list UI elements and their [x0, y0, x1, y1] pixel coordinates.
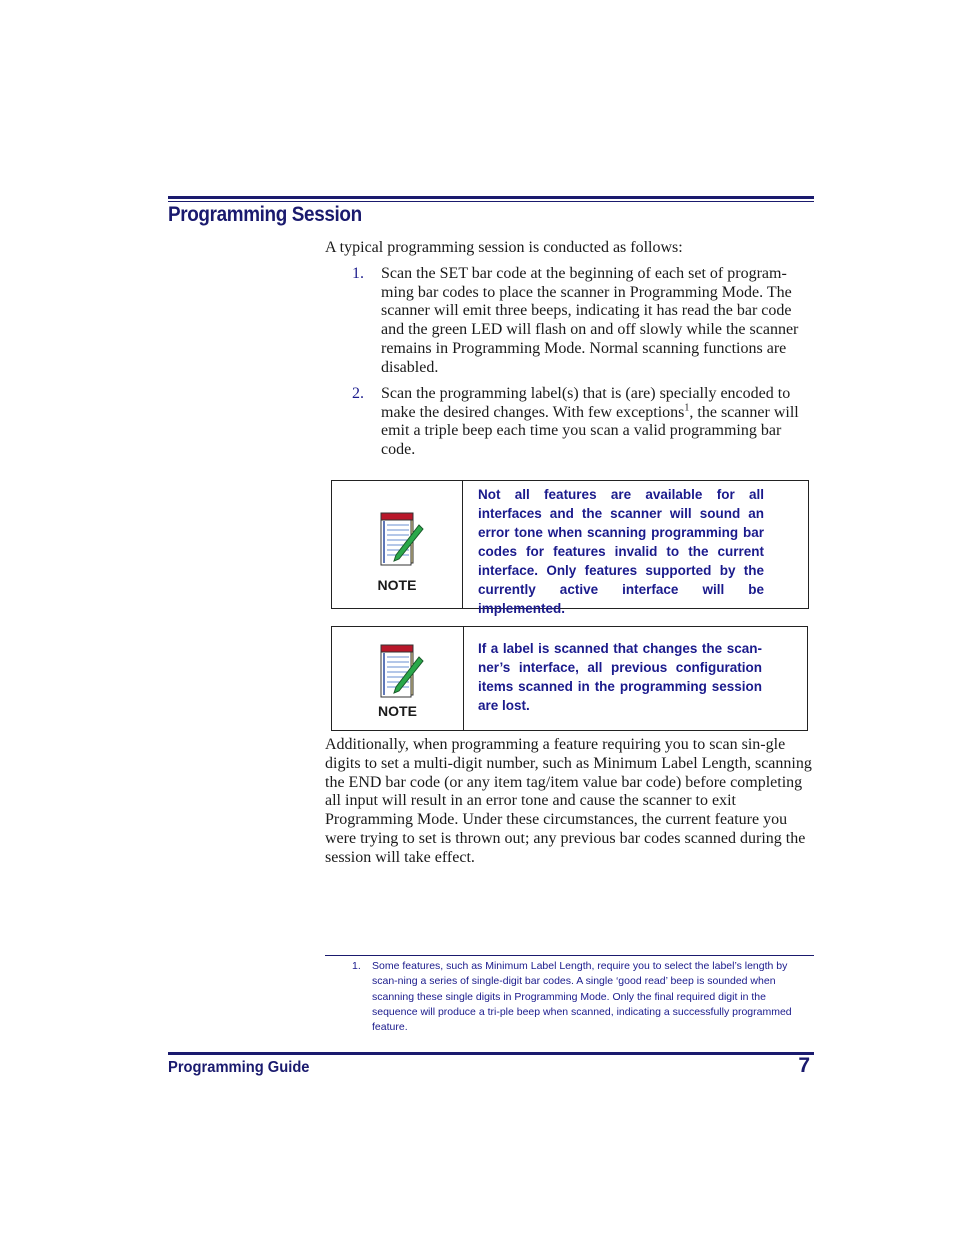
notepad-pen-icon — [377, 643, 425, 701]
page-number: 7 — [798, 1054, 810, 1077]
top-rule — [168, 196, 814, 202]
note-box — [331, 480, 809, 616]
step-text-after: , the scanner will emit a triple beep each time you scan a valid programming bar code. — [381, 403, 799, 459]
body-paragraph: Additionally, when programming a feature requiring you to scan sin-gle digits to set a multi-digit number, such as Minimum Label Length, scanning the END bar code (or any item tag/item value bar code) before completing all input will result in an error tone and cause the scanner to exit Programming Mode. Under these circumstances, the current feature you were trying to set is thrown out; any previous bar codes scanned during the session will take effect. — [325, 736, 812, 866]
footnote-rule — [325, 955, 814, 956]
note-text: Not all features are available for all interfaces and the scanner will sound an error tone when scanning programming bar codes for features invalid to the current interface. Only features supported by the currently active interface will be implemented. — [478, 487, 764, 616]
step-number: 2. — [352, 385, 364, 402]
notepad-pen-icon — [377, 511, 425, 569]
step-text-before: Scan the programming label(s) that is (are) specially encoded to make the desired changes. With few exceptions — [381, 385, 791, 421]
note-text: If a label is scanned that changes the scan-ner’s interface, all previous configuration items scanned in the programming session are lost. — [478, 641, 762, 713]
footer-rule — [168, 1052, 814, 1055]
step-number: 1. — [352, 265, 364, 282]
section-title: Programming Session — [168, 203, 362, 226]
footer-title: Programming Guide — [168, 1059, 310, 1076]
list-item-step-2 — [352, 385, 812, 460]
step-text: Scan the SET bar code at the beginning of each set of program-ming bar codes to place the scanner in Programming Mode. The scanner will emit three beeps, indicating it has read the bar code and the green LED will flash on and off slowly while the scanner remains in Programming Mode. Normal scanning functions are disabled. — [381, 265, 799, 376]
footnote-number: 1. — [352, 960, 361, 972]
note-icon-cell — [332, 481, 463, 608]
note-label: NOTE — [377, 577, 417, 593]
list-item-step-1 — [352, 265, 812, 377]
note-label: NOTE — [378, 703, 417, 719]
footnote-text: Some features, such as Minimum Label Length, require you to select the label’s length by scan-ning a series of single-digit bar codes. A single ‘good read’ beep is sounded when scanning these single digits in Programming Mode. Only the final required digit in the sequence will produce a tri-ple beep when scanned, indicating a successfully programmed feature. — [372, 960, 792, 1034]
note-icon-cell — [332, 627, 464, 730]
footnote — [352, 959, 814, 1035]
note-box — [331, 626, 808, 731]
footnote-reference[interactable]: 1 — [684, 402, 690, 414]
step-text — [381, 385, 812, 460]
intro-text: A typical programming session is conducted as follows: — [325, 239, 683, 256]
